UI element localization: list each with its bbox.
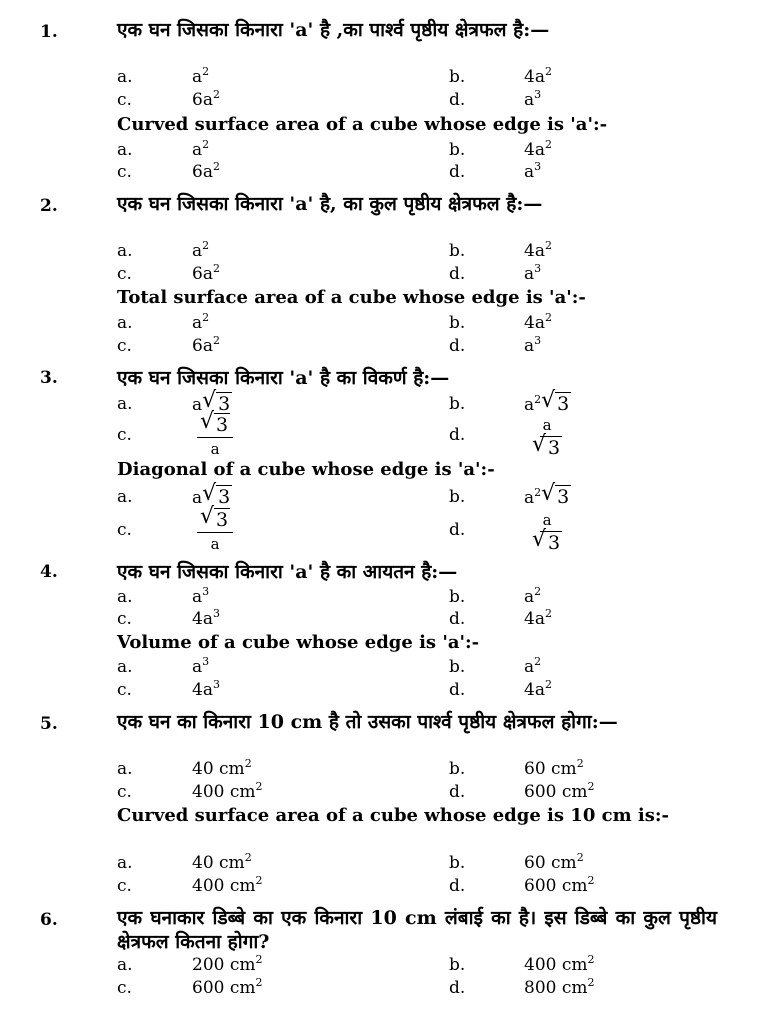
- question-number: 2.: [40, 196, 58, 216]
- question-number: 6.: [40, 910, 58, 930]
- question-text-english: Diagonal of a cube whose edge is 'a':-: [117, 459, 495, 480]
- question-text-english: Volume of a cube whose edge is 'a':-: [117, 632, 480, 653]
- question-text-english: Curved surface area of a cube whose edge is 10 cm is:-: [117, 805, 669, 826]
- question-text-hindi: एक घन जिसका किनारा 'a' है ,का पार्श्व पृष्ठीय क्षेत्रफल है:—: [117, 19, 550, 41]
- question-number: 5.: [40, 714, 58, 734]
- question-number: 1.: [40, 22, 58, 42]
- question-text-hindi: एक घन का किनारा 10 cm है तो उसका पार्श्व पृष्ठीय क्षेत्रफल होगा:—: [117, 711, 618, 733]
- question-text-english: Curved surface area of a cube whose edge is 'a':-: [117, 114, 608, 135]
- question-number: 3.: [40, 368, 58, 388]
- question-number: 4.: [40, 562, 58, 582]
- question-text-english: Total surface area of a cube whose edge is 'a':-: [117, 287, 586, 308]
- question-text-hindi: एक घन जिसका किनारा 'a' है का विकर्ण है:—: [117, 367, 450, 389]
- question-page: 1. एक घन जिसका किनारा 'a' है ,का पार्श्व पृष्ठीय क्षेत्रफल है:— a. $a^2$ b. $4a^2$ c. $6a^2$ d. $a^3$ Curved surface area of a cube whose edge is 'a':- a. $a^2$ b. $4a^2$ c. $6a^2$ d. $a^3$ 2. एक घन जिसका किनारा 'a' है, का कुल पृष्ठीय क्षेत्रफल है:— a. $a^2$ b. $4a^2$ c. $6a^2$ d. $a^3$ Total surface area of a cube whose edge is 'a':- a. $a^2$ b. $4a^2$ c. $6a^2$ d. $a^3$ 3. एक घन जिसका किनारा 'a' है का विकर्ण है:— a. a √ 3 b. $a^2$ √ 3 c. √ 3 a d. a √ 3 Diagonal of a cube whose edge is 'a':- a. a √ 3 b. $a^2$ √ 3 c. √ 3 a d. a √ 3 4. एक घन जिसका किनारा 'a' है का आयतन है:— a. $a^3$ b. $a^2$ c. $4a^3$ d. $4a^2$ Volume of a cube whose edge is 'a':- a. $a^3$ b. $a^2$ c. $4a^3$ d. $4a^2$ 5. एक घन का किनारा 10 cm है तो उसका पार्श्व पृष्ठीय क्षेत्रफल होगा:— a. 40 $cm^2$ b. 60 $cm^2$ c. 400 $cm^2$ d. 600 $cm^2$ Curved surface area of a cube whose edge is 10 cm is:- a. 40 $cm^2$ b. 60 $cm^2$ c. 400 $cm^2$ d. 600 $cm^2$ 6. एक घनाकार डिब्बे का एक किनारा 10 cm लंबाई का है। इस डिब्बे का कुल पृष्ठीय क्षेत्रफल कितना होगा? a. 200 $cm^2$ b. 400 $cm^2$ c. 600 $cm^2$ d. 800 $cm^2$: [40, 19, 717, 998]
- question-text-hindi: एक घन जिसका किनारा 'a' है का आयतन है:—: [117, 561, 458, 583]
- question-text-hindi: एक घनाकार डिब्बे का एक किनारा 10 cm लंबाई का है। इस डिब्बे का कुल पृष्ठीय क्षेत्रफल कितना होगा?: [117, 907, 717, 953]
- question-text-hindi: एक घन जिसका किनारा 'a' है, का कुल पृष्ठीय क्षेत्रफल है:—: [117, 193, 543, 215]
